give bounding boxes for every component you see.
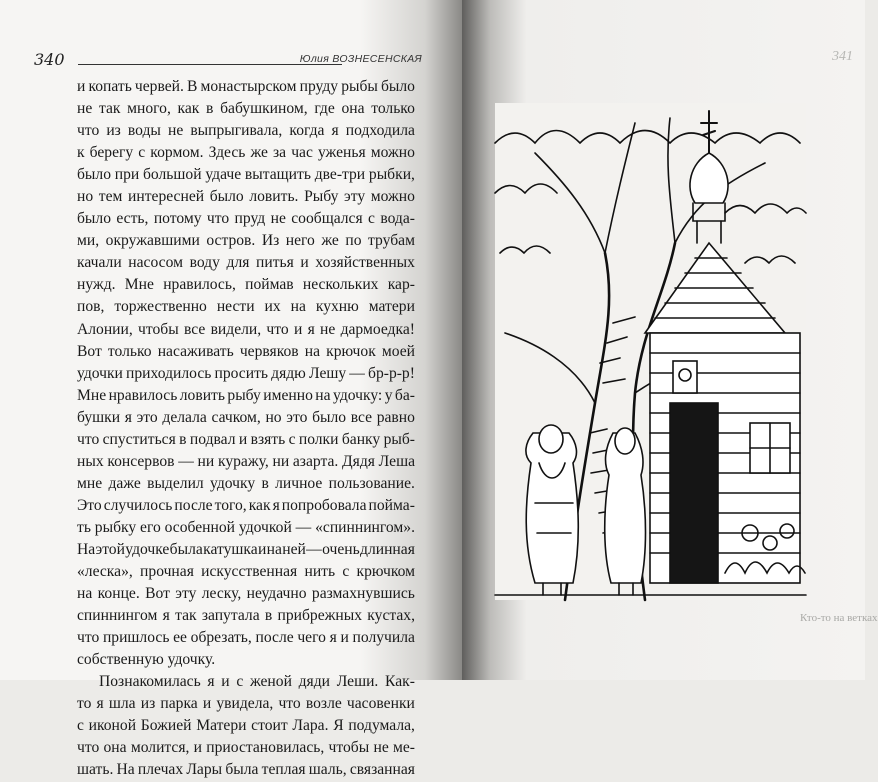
word: удочку. [167, 651, 216, 669]
page-number: 340 [34, 50, 65, 69]
text-line [77, 737, 415, 759]
word: Лара. [292, 717, 329, 735]
word: насаживать [157, 342, 234, 360]
word: подвал [189, 430, 236, 448]
word: к [77, 144, 85, 162]
word: все [183, 320, 206, 338]
word: что [77, 629, 100, 647]
word: кормом. [150, 144, 204, 162]
word: когда [289, 122, 325, 140]
word: прибрежных [277, 607, 363, 625]
text-line [77, 230, 415, 252]
word: что [278, 695, 301, 713]
word: леску, [201, 585, 242, 603]
word: бушки [77, 408, 121, 426]
word: Божией [140, 717, 192, 735]
word: азарта. [292, 452, 339, 470]
word: Лешу [308, 364, 347, 382]
word: это [136, 408, 158, 426]
word: с [236, 673, 244, 691]
word: сачком, [211, 408, 261, 426]
word: как [248, 496, 271, 514]
word: вытащить [244, 166, 311, 184]
word: но [77, 188, 94, 206]
word: для [226, 254, 250, 272]
word: Дядя [342, 452, 375, 470]
text-line [77, 98, 415, 120]
word: воды [127, 122, 161, 140]
word: была [169, 540, 203, 558]
word: в [179, 430, 187, 448]
word: монастырском [200, 78, 297, 95]
word: размахнувшись [311, 585, 415, 603]
text-line [77, 319, 415, 341]
word: — [349, 364, 365, 382]
word: поймав [245, 276, 294, 294]
word: по [345, 232, 362, 250]
word: час [291, 144, 313, 162]
text-line [77, 495, 415, 517]
text-line [77, 627, 415, 649]
word: хозяйственных [315, 254, 415, 272]
word: полки [298, 430, 339, 448]
word: консервов [107, 452, 175, 470]
word: пришлось [102, 629, 170, 647]
word: Рыбу [304, 188, 339, 206]
text-line [77, 186, 415, 208]
word: но [265, 408, 282, 426]
word: шла [108, 695, 136, 713]
word: нести [216, 298, 255, 316]
word: рыбу [227, 386, 261, 404]
word: и [257, 540, 267, 558]
word: можно [370, 144, 415, 162]
word: дяди [298, 673, 330, 691]
word: него [285, 232, 315, 250]
word: шать. [77, 761, 114, 779]
word: особенной [164, 518, 236, 536]
word: мне [77, 474, 103, 492]
word: я [272, 496, 280, 514]
word: при [114, 166, 140, 184]
word: случилось [103, 496, 173, 514]
word: у [384, 386, 393, 404]
word: Лары [186, 761, 223, 779]
right-page-bleed-line: Кто-то на ветках [800, 612, 878, 624]
word: удочку: [333, 386, 383, 404]
word: кустах, [367, 607, 415, 625]
word: На [77, 540, 96, 558]
word: Алонии, [77, 320, 133, 338]
word: эту [175, 585, 197, 603]
word: насосом [128, 254, 183, 272]
word: ловить. [249, 188, 299, 206]
word: я [207, 673, 215, 691]
word: Здесь [208, 144, 246, 162]
word: кар- [387, 276, 415, 294]
word: что [77, 739, 100, 757]
word: на [315, 386, 331, 404]
word: качали [77, 254, 122, 272]
word: пруд [234, 210, 266, 228]
word: с [368, 210, 375, 228]
word: только [371, 100, 415, 118]
word: была [225, 761, 259, 779]
word: взять [250, 430, 286, 448]
chapel-drawing [495, 103, 806, 600]
word: чего [297, 629, 326, 647]
word: я [329, 629, 337, 647]
word: удаче [205, 166, 242, 184]
word: окружавшими [105, 232, 200, 250]
word: то [77, 695, 92, 713]
word: увидела, [216, 695, 274, 713]
word: я [96, 695, 104, 713]
word: связанная [349, 761, 415, 779]
word: воду [189, 254, 220, 272]
word: дядю [271, 364, 306, 382]
word: парка [160, 695, 198, 713]
text-line [77, 473, 415, 495]
word: «леска», [77, 563, 133, 581]
word: рыбку [94, 518, 137, 536]
word: только [107, 342, 152, 360]
word: пов, [77, 298, 105, 316]
word: я [331, 122, 339, 140]
word: трубам [368, 232, 415, 250]
word: после [255, 629, 294, 647]
word: я [124, 408, 132, 426]
word: в [261, 474, 269, 492]
word: молится, [130, 739, 190, 757]
word: моей [381, 342, 415, 360]
word: с [77, 717, 84, 735]
text-line [77, 715, 415, 737]
word: рыбы [341, 78, 378, 95]
word: эту [344, 188, 366, 206]
word: рыбки, [368, 166, 415, 184]
word: плечах [137, 761, 184, 779]
word: Вот [145, 585, 170, 603]
word: В [187, 78, 198, 95]
word: Я [333, 717, 344, 735]
word: ба- [394, 386, 415, 404]
word: я [162, 607, 170, 625]
text-line [77, 671, 415, 693]
word: так [175, 607, 197, 625]
word: матери [368, 298, 415, 316]
word: можно [370, 188, 415, 206]
word: копать [88, 78, 132, 95]
word: шаль, [308, 761, 347, 779]
word: было [77, 210, 111, 228]
word: как [177, 100, 200, 118]
word: стоит [251, 717, 288, 735]
word: с [342, 563, 350, 581]
word: приостановилась, [206, 739, 325, 757]
text-line [77, 517, 415, 539]
word: на [266, 540, 282, 558]
word: Мне [124, 276, 154, 294]
word: так [98, 100, 121, 118]
word: искусственная [201, 563, 298, 581]
word: спуститься [102, 430, 176, 448]
word: прочная [140, 563, 194, 581]
word: червяков [239, 342, 299, 360]
text-line [77, 274, 415, 296]
word: на [77, 585, 93, 603]
word: неудачно [246, 585, 307, 603]
word: ных [77, 452, 104, 470]
word: ми, [77, 232, 100, 250]
word: на [290, 298, 306, 316]
word: банку [341, 430, 381, 448]
word: с [138, 144, 146, 162]
word: приходилось [126, 364, 212, 382]
word: после [174, 496, 213, 514]
word: Вот [77, 342, 102, 360]
word: крючок [326, 342, 376, 360]
word: было [77, 166, 111, 184]
text-line [77, 693, 415, 715]
word: запутала [201, 607, 260, 625]
word: Леши. [336, 673, 379, 691]
word: их [264, 298, 281, 316]
text-line [77, 142, 415, 164]
chapel-illustration [495, 103, 806, 600]
word: она [341, 100, 365, 118]
word: что [206, 210, 230, 228]
word: его [140, 518, 161, 536]
word: крючком [356, 563, 415, 581]
word: не [320, 320, 336, 338]
word: равно [376, 408, 415, 426]
word: пруду [299, 78, 339, 95]
word: Это [77, 496, 102, 514]
word: женой [249, 673, 292, 691]
word: ть [77, 518, 91, 536]
running-head: Юлия ВОЗНЕСЕНСКАЯ [299, 53, 422, 65]
word: с [288, 430, 296, 448]
word: Мне [77, 386, 107, 404]
word: я [307, 320, 315, 338]
word: что [77, 430, 100, 448]
word: дармоедка! [340, 320, 415, 338]
word: нужд. [77, 276, 116, 294]
word: этой [95, 540, 125, 558]
text-line [77, 120, 415, 142]
word: ни [197, 452, 215, 470]
word: где [314, 100, 335, 118]
word: — [295, 518, 312, 536]
word: собственную [77, 651, 168, 669]
word: же [321, 232, 339, 250]
word: рыб- [383, 430, 415, 448]
word: же [250, 144, 268, 162]
text-line [77, 583, 415, 605]
text-line [77, 539, 415, 561]
text-line [77, 649, 415, 671]
word: пойма- [368, 496, 415, 514]
word: есть, [116, 210, 149, 228]
word: уженья [317, 144, 366, 162]
word: возле [305, 695, 342, 713]
word: «спиннингом». [315, 518, 415, 536]
word: и [340, 629, 349, 647]
word: подумала, [348, 717, 415, 735]
word: питья [256, 254, 294, 272]
word: в [264, 607, 273, 625]
text-line [77, 363, 415, 385]
word: личное [275, 474, 323, 492]
word: в [206, 100, 214, 118]
word: часовенки [346, 695, 415, 713]
word: делала [162, 408, 207, 426]
word: много, [127, 100, 171, 118]
word: что [77, 122, 100, 140]
word: попробовала [281, 496, 367, 514]
word: спиннингом [77, 607, 158, 625]
text-line [77, 605, 415, 627]
word: и [238, 430, 248, 448]
word: не [373, 739, 389, 757]
word: кухню [315, 298, 359, 316]
word: и [293, 320, 303, 338]
word: ее [173, 629, 187, 647]
word: за [273, 144, 287, 162]
word: не [77, 100, 93, 118]
text-line [77, 451, 415, 473]
word: нескольких [302, 276, 379, 294]
word: ни [272, 452, 290, 470]
word: подходила [345, 122, 415, 140]
word: удочки [77, 364, 123, 382]
word: того, [214, 496, 247, 514]
word: и [221, 673, 230, 691]
word: Познакомилась [99, 673, 201, 691]
word: торжественно [114, 298, 207, 316]
word: вода- [380, 210, 415, 228]
word: и [193, 739, 203, 757]
word: выпрыгивала, [190, 122, 283, 140]
word: бабушкином, [220, 100, 308, 118]
word: удочкой [238, 518, 292, 536]
page-header [34, 50, 422, 72]
word: Как- [385, 673, 415, 691]
text-line [77, 252, 415, 274]
word: берегу [89, 144, 134, 162]
word: не [167, 122, 184, 140]
word: На [116, 761, 135, 779]
body-text [77, 76, 415, 782]
word: — [306, 540, 322, 558]
word: получила [352, 629, 415, 647]
word: тем [98, 188, 123, 206]
word: и [300, 254, 309, 272]
word: и [77, 78, 86, 95]
word: ме- [393, 739, 415, 757]
word: нравилось, [163, 276, 236, 294]
word: даже [108, 474, 141, 492]
word: Из [261, 232, 280, 250]
word: все [350, 408, 373, 426]
word: большой [143, 166, 202, 184]
word: теплая [261, 761, 306, 779]
word: именно [263, 386, 313, 404]
word: это [286, 408, 308, 426]
word: катушка [203, 540, 258, 558]
word: удочке [125, 540, 170, 558]
word: червей. [134, 78, 184, 95]
word: остров. [206, 232, 256, 250]
word: потому [153, 210, 202, 228]
text-line [77, 561, 415, 583]
word: Матери [196, 717, 247, 735]
word: просить [214, 364, 269, 382]
text-line [77, 164, 415, 186]
word: было [312, 408, 347, 426]
text-line [77, 296, 415, 318]
word: интересней [128, 188, 205, 206]
word: из [106, 122, 121, 140]
word: она [103, 739, 127, 757]
word: из [140, 695, 156, 713]
word: обрезать, [190, 629, 252, 647]
text-line [77, 759, 415, 781]
word: сообщался [291, 210, 363, 228]
word: куражу, [217, 452, 269, 470]
word: удочку [210, 474, 256, 492]
word: две-три [314, 166, 366, 184]
word: нить [304, 563, 336, 581]
word: пользование. [328, 474, 415, 492]
word: чтобы [328, 739, 370, 757]
word: чтобы [138, 320, 179, 338]
text-line [77, 208, 415, 230]
word: не [270, 210, 286, 228]
word: и [202, 695, 212, 713]
word: видели, [210, 320, 262, 338]
text-line [77, 385, 415, 407]
text-line [77, 407, 415, 429]
word: Леша [378, 452, 415, 470]
word: нравилось [108, 386, 178, 404]
word: конце. [97, 585, 140, 603]
text-line [77, 341, 415, 363]
word: длинная [360, 540, 415, 558]
word: — [178, 452, 194, 470]
right-page-number: 341 [832, 49, 853, 64]
word: ней [282, 540, 306, 558]
word: иконой [88, 717, 137, 735]
word: очень [322, 540, 360, 558]
text-line [77, 76, 415, 98]
word: выделил [147, 474, 204, 492]
word: было [209, 188, 244, 206]
word: было [380, 78, 415, 95]
text-line [77, 429, 415, 451]
word: что [266, 320, 289, 338]
word: бр-р-р! [368, 364, 415, 382]
word: ловить [179, 386, 225, 404]
word: на [304, 342, 321, 360]
